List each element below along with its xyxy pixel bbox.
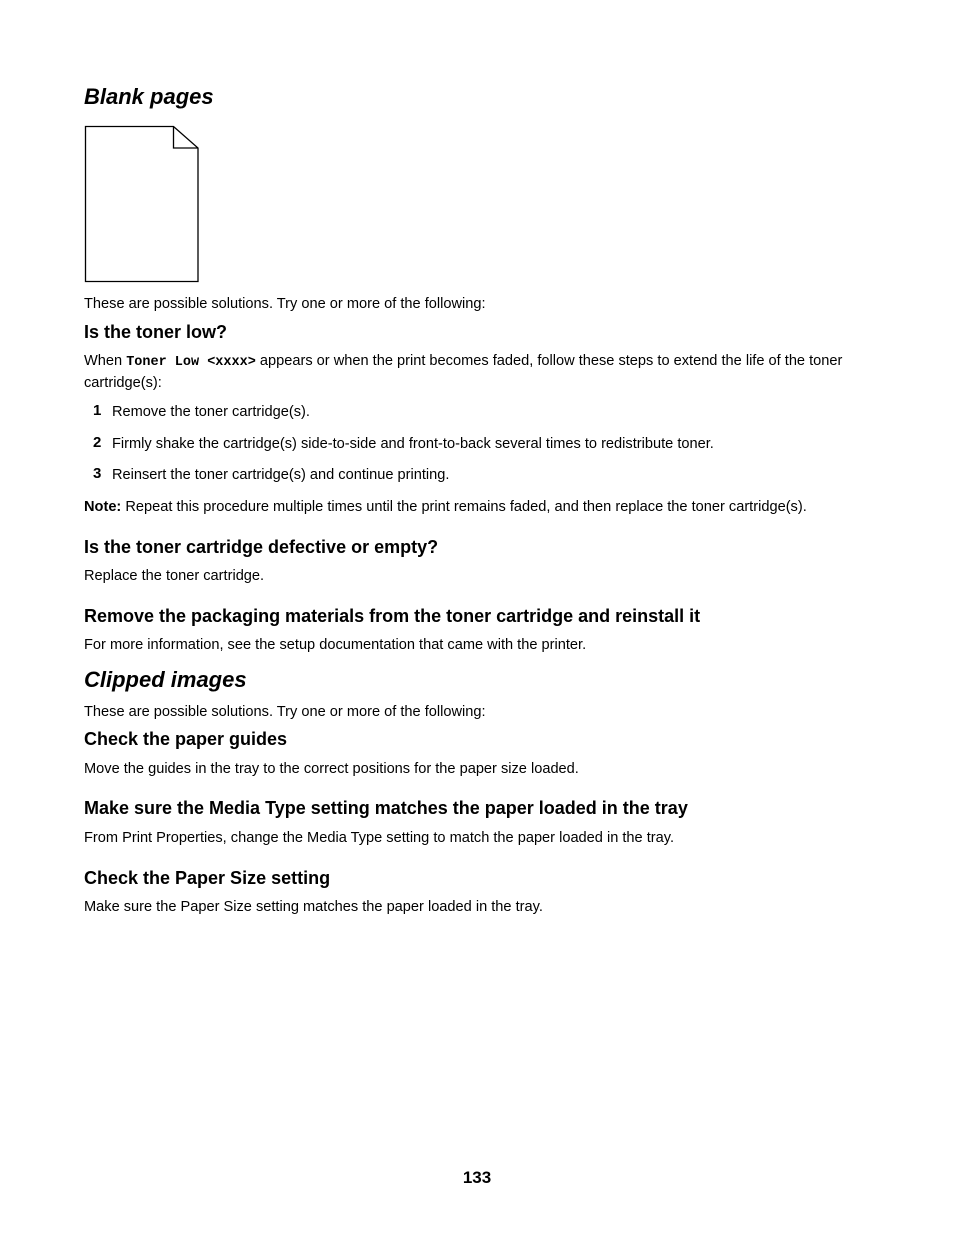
step-number: 2	[93, 434, 102, 451]
toner-low-text-before: When	[84, 353, 123, 369]
paper-size-text: Make sure the Paper Size setting matches the paper loaded in the tray.	[84, 899, 543, 915]
packaging-heading: Remove the packaging materials from the toner cartridge and reinstall it	[84, 606, 701, 626]
toner-low-paragraph	[84, 351, 884, 393]
toner-low-code: Toner Low <xxxx>	[126, 355, 256, 370]
blank-page-illustration	[84, 125, 200, 283]
paper-size-heading: Check the Paper Size setting	[84, 868, 331, 888]
note-text: Repeat this procedure multiple times until the print remains faded, and then replace the toner cartridge(s).	[125, 499, 807, 515]
blank-pages-intro: These are possible solutions. Try one or more of the following:	[84, 296, 486, 312]
toner-low-heading: Is the toner low?	[84, 322, 228, 342]
page-number: 133	[462, 1168, 492, 1187]
step-number: 1	[93, 402, 102, 419]
step-text: Reinsert the toner cartridge(s) and continue printing.	[112, 467, 450, 483]
media-type-text: From Print Properties, change the Media Type setting to match the paper loaded in the tray.	[84, 830, 675, 846]
packaging-text: For more information, see the setup documentation that came with the printer.	[84, 637, 587, 653]
defective-text: Replace the toner cartridge.	[84, 568, 265, 584]
step-text: Firmly shake the cartridge(s) side-to-side and front-to-back several times to redistribute toner.	[112, 436, 714, 452]
paper-guides-heading: Check the paper guides	[84, 729, 288, 749]
blank-pages-title: Blank pages	[84, 84, 214, 109]
paper-guides-text: Move the guides in the tray to the correct positions for the paper size loaded.	[84, 761, 579, 777]
defective-heading: Is the toner cartridge defective or empty?	[84, 537, 439, 557]
clipped-images-title: Clipped images	[84, 667, 247, 692]
toner-low-text-after: appears or when the print becomes faded, follow these steps to extend the life of the toner cartridge(s):	[84, 353, 843, 391]
toner-note	[84, 497, 807, 517]
step-text: Remove the toner cartridge(s).	[112, 404, 310, 420]
clipped-images-intro: These are possible solutions. Try one or more of the following:	[84, 704, 486, 720]
media-type-heading: Make sure the Media Type setting matches the paper loaded in the tray	[84, 798, 688, 818]
step-number: 3	[93, 465, 102, 482]
note-label: Note:	[84, 499, 122, 515]
